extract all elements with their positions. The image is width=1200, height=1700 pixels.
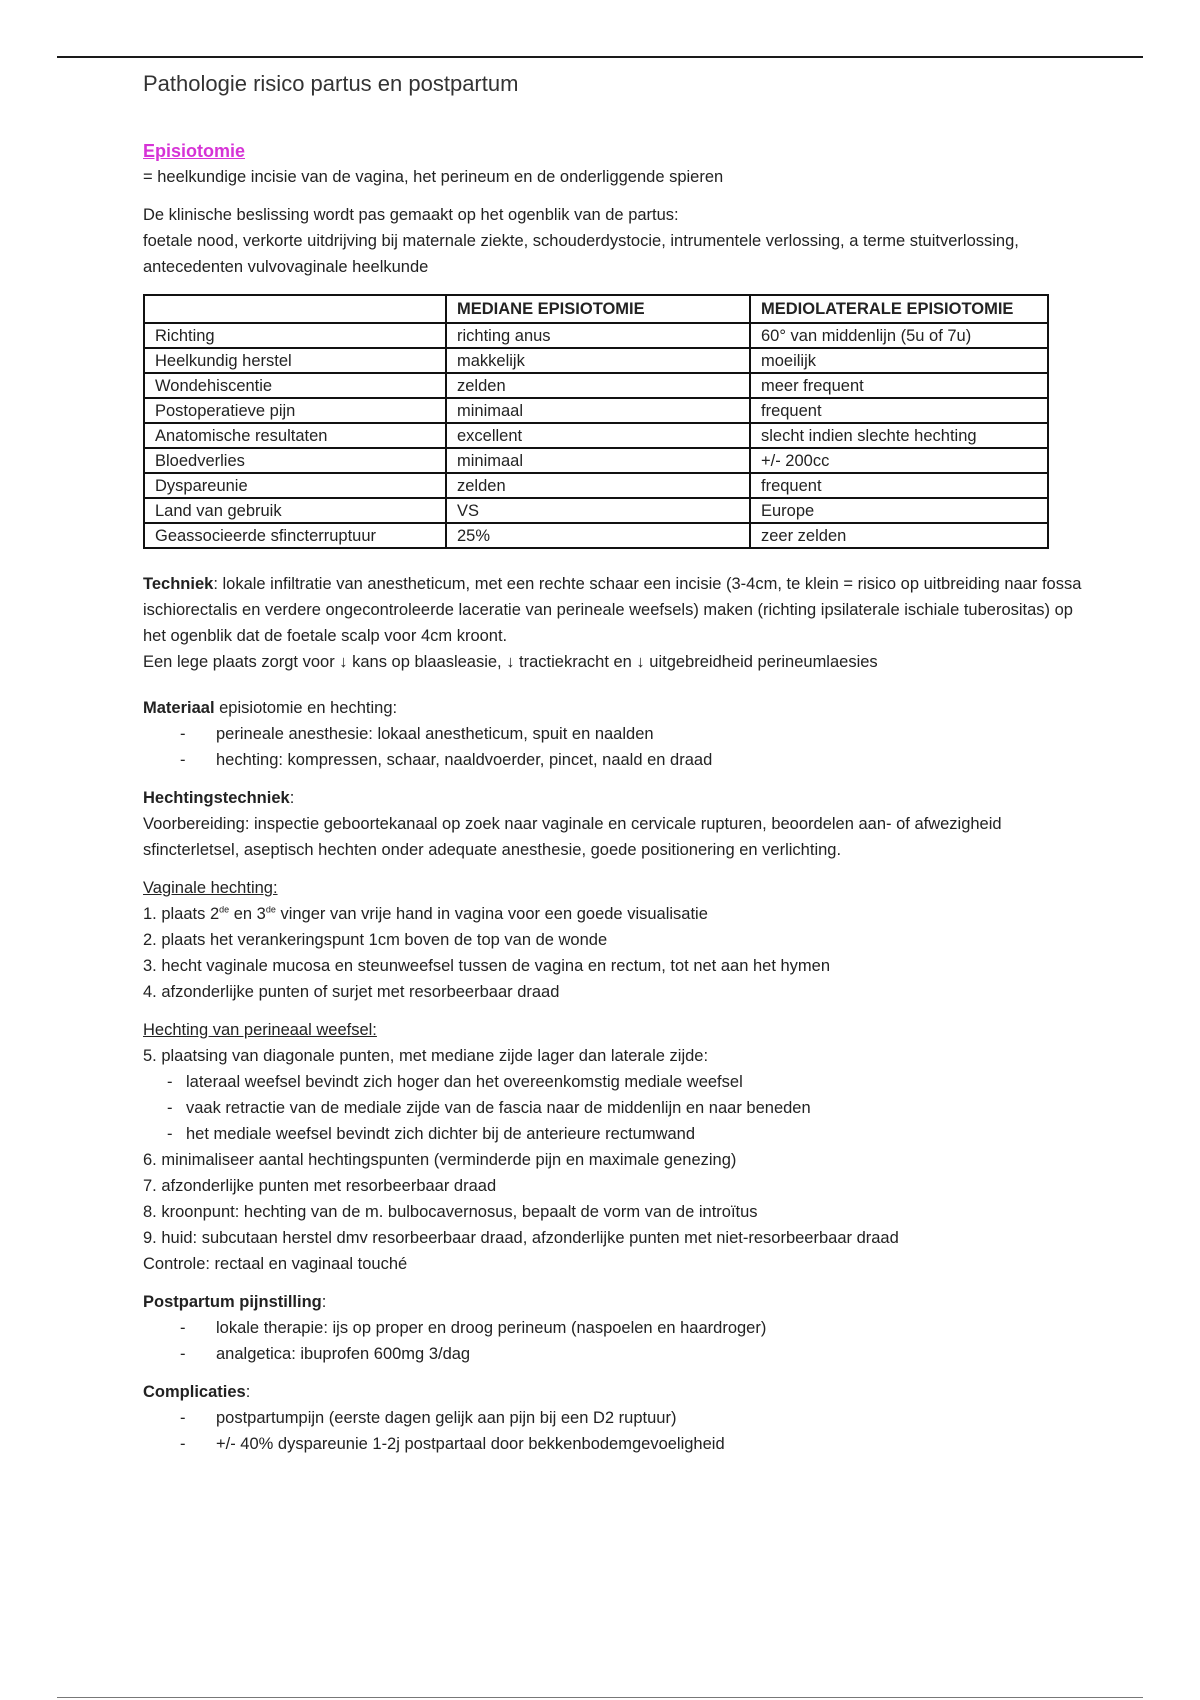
techniek-line2: Een lege plaats zorgt voor ↓ kans op blaasleasie, ↓ tractiekracht en ↓ uitgebreidheid perineumlaesies [143,653,878,671]
definition-text: = heelkundige incisie van de vagina, het perineum en de onderliggende spieren [143,168,724,186]
list-item: 6. minimaliseer aantal hechtingspunten (verminderde pijn en maximale genezing) [143,1151,737,1169]
table-header-cell: MEDIANE EPISIOTOMIE [446,295,750,323]
table-cell: richting anus [446,323,750,348]
list-item: - perineale anesthesie: lokaal anestheticum, spuit en naalden [143,721,1083,747]
vaginale-hechting-title: Vaginale hechting: [143,879,278,897]
pijnstilling-heading [143,1289,1083,1315]
controle-text: Controle: rectaal en vaginaal touché [143,1255,408,1273]
complicaties-heading [143,1379,1083,1405]
table-cell: frequent [750,398,1048,423]
header-rule [57,56,1143,58]
table-cell: 60° van middenlijn (5u of 7u) [750,323,1048,348]
table-cell: minimaal [446,448,750,473]
table-row [144,473,1048,498]
list-item: - vaak retractie van de mediale zijde van de fascia naar de middenlijn en naar beneden [143,1095,1083,1121]
section-title-episiotomie: Episiotomie [143,141,246,161]
table-cell: meer frequent [750,373,1048,398]
techniek-label: Techniek [143,575,214,593]
list-item: 2. plaats het verankeringspunt 1cm boven de top van de wonde [143,931,608,949]
table-cell: excellent [446,423,750,448]
hechtingstechniek-heading [143,785,1083,811]
table-row [144,423,1048,448]
list-item: - hechting: kompressen, schaar, naaldvoerder, pincet, naald en draad [143,747,1083,773]
list-item: 3. hecht vaginale mucosa en steunweefsel tussen de vagina en rectum, tot net aan het hymen [143,957,831,975]
table-cell: zelden [446,473,750,498]
list-item: 7. afzonderlijke punten met resorbeerbaar draad [143,1177,497,1195]
table-cell: Richting [144,323,446,348]
table-cell: Anatomische resultaten [144,423,446,448]
ordinal-suffix: de [265,904,276,915]
table-cell: VS [446,498,750,523]
table-cell: +/- 200cc [750,448,1048,473]
ordinal-suffix: de [219,904,230,915]
table-row [144,348,1048,373]
materiaal-label: Materiaal [143,699,215,717]
list-item: - lateraal weefsel bevindt zich hoger dan het overeenkomstig mediale weefsel [143,1069,1083,1095]
list-item: - lokale therapie: ijs op proper en droog perineum (naspoelen en haardroger) [143,1315,1083,1341]
decision-intro: De klinische beslissing wordt pas gemaakt op het ogenblik van de partus: [143,206,679,224]
techniek-paragraph [143,571,1083,649]
list-item: 8. kroonpunt: hechting van de m. bulbocavernosus, bepaalt de vorm van de introïtus [143,1203,758,1221]
document-page [143,64,1083,1457]
pijnstilling-colon: : [321,1293,327,1311]
list-item: 9. huid: subcutaan herstel dmv resorbeerbaar draad, afzonderlijke punten met niet-resorbeerbaar draad [143,1229,899,1247]
table-row [144,398,1048,423]
table-cell: Postoperatieve pijn [144,398,446,423]
table-cell: zelden [446,373,750,398]
table-cell: Europe [750,498,1048,523]
complicaties-label: Complicaties [143,1383,246,1401]
table-cell: moeilijk [750,348,1048,373]
table-header-cell [144,295,446,323]
table-cell: Heelkundig herstel [144,348,446,373]
item-text: vinger van vrije hand in vagina voor een goede visualisatie [275,905,708,923]
table-cell: 25% [446,523,750,548]
page-header-title: Pathologie risico partus en postpartum [143,71,519,96]
list-item: - postpartumpijn (eerste dagen gelijk aan pijn bij een D2 ruptuur) [143,1405,1083,1431]
materiaal-heading [143,695,1083,721]
complicaties-list [143,1405,1083,1457]
table-cell: Dyspareunie [144,473,446,498]
table-cell: makkelijk [446,348,750,373]
comparison-table [143,294,1049,549]
pijnstilling-label: Postpartum pijnstilling [143,1293,322,1311]
materiaal-list [143,721,1083,773]
table-row [144,523,1048,548]
list-item: - +/- 40% dyspareunie 1-2j postpartaal door bekkenbodemgevoeligheid [143,1431,1083,1457]
item-text: en 3 [229,905,266,923]
decision-indications: foetale nood, verkorte uitdrijving bij maternale ziekte, schouderdystocie, intrumentele verlossing, a terme stuitverlossing, antecedenten vulvovaginale heelkunde [143,232,1019,276]
footer-rule [57,1697,1143,1698]
voorbereiding-text: Voorbereiding: inspectie geboortekanaal op zoek naar vaginale en cervicale rupturen, beoordelen aan- of afwezigheid sfincterletsel, aseptisch hechten onder adequate anesthesie, goede positionering en verlichting. [143,815,1002,859]
table-cell: Geassocieerde sfincterruptuur [144,523,446,548]
item-text: 1. plaats 2 [143,905,220,923]
table-cell: frequent [750,473,1048,498]
complicaties-colon: : [245,1383,251,1401]
table-row [144,498,1048,523]
table-header-cell: MEDIOLATERALE EPISIOTOMIE [750,295,1048,323]
hechtingstechniek-label: Hechtingstechniek [143,789,290,807]
table-row [144,448,1048,473]
perineaal-sublist [143,1069,1083,1147]
table-cell: zeer zelden [750,523,1048,548]
table-header-row [144,295,1048,323]
pijnstilling-list [143,1315,1083,1367]
table-cell: Bloedverlies [144,448,446,473]
table-cell: minimaal [446,398,750,423]
hechtingstechniek-colon: : [289,789,295,807]
table-cell: slecht indien slechte hechting [750,423,1048,448]
table-cell: Land van gebruik [144,498,446,523]
list-item: - analgetica: ibuprofen 600mg 3/dag [143,1341,1083,1367]
list-item: 5. plaatsing van diagonale punten, met mediane zijde lager dan laterale zijde: [143,1047,709,1065]
list-item: 4. afzonderlijke punten of surjet met resorbeerbaar draad [143,983,560,1001]
table-row [144,323,1048,348]
perineaal-hechting-title: Hechting van perineaal weefsel: [143,1021,377,1039]
table-cell: Wondehiscentie [144,373,446,398]
table-row [144,373,1048,398]
list-item [143,901,1083,927]
techniek-text: : lokale infiltratie van anestheticum, met een rechte schaar een incisie (3-4cm, te klein = risico op uitbreiding naar fossa ischiorectalis en verdere ongecontroleerde laceratie van perineale weefsels) maken (richting ipsilaterale ischiale tuberositas) op het ogenblik dat de foetale scalp voor 4cm kroont. [143,575,1082,645]
list-item: - het mediale weefsel bevindt zich dichter bij de anterieure rectumwand [143,1121,1083,1147]
materiaal-text: episiotomie en hechting: [214,699,398,717]
